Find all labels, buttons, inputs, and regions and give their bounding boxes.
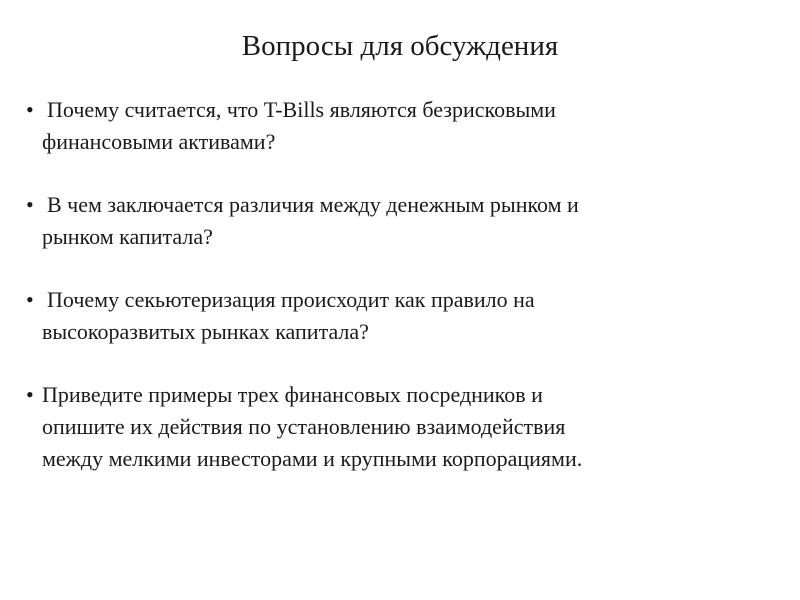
question-item [26,94,766,158]
bullet-icon: • [26,287,34,312]
question-text-line: высокоразвитых рынках капитала? [42,319,369,344]
question-text-line: Почему считается, что T-Bills являются безрисковыми [47,97,556,122]
question-text-line: между мелкими инвесторами и крупными корпорациями. [42,446,583,471]
question-item [26,379,766,475]
question-item [26,189,766,253]
question-text-line: финансовыми активами? [42,129,276,154]
slide-title: Вопросы для обсуждения [241,30,559,62]
question-text-line: Приведите примеры трех финансовых посредников и [42,382,543,407]
question-list [26,94,766,506]
question-text-line: В чем заключается различия между денежным рынком и [47,192,579,217]
question-text-line: опишите их действия по установлению взаимодействия [42,414,566,439]
question-item [26,284,766,348]
bullet-icon: • [26,192,34,217]
bullet-icon: • [26,382,34,407]
bullet-icon: • [26,97,34,122]
question-text-line: рынком капитала? [42,224,213,249]
question-text-line: Почему секьютеризация происходит как правило на [47,287,535,312]
